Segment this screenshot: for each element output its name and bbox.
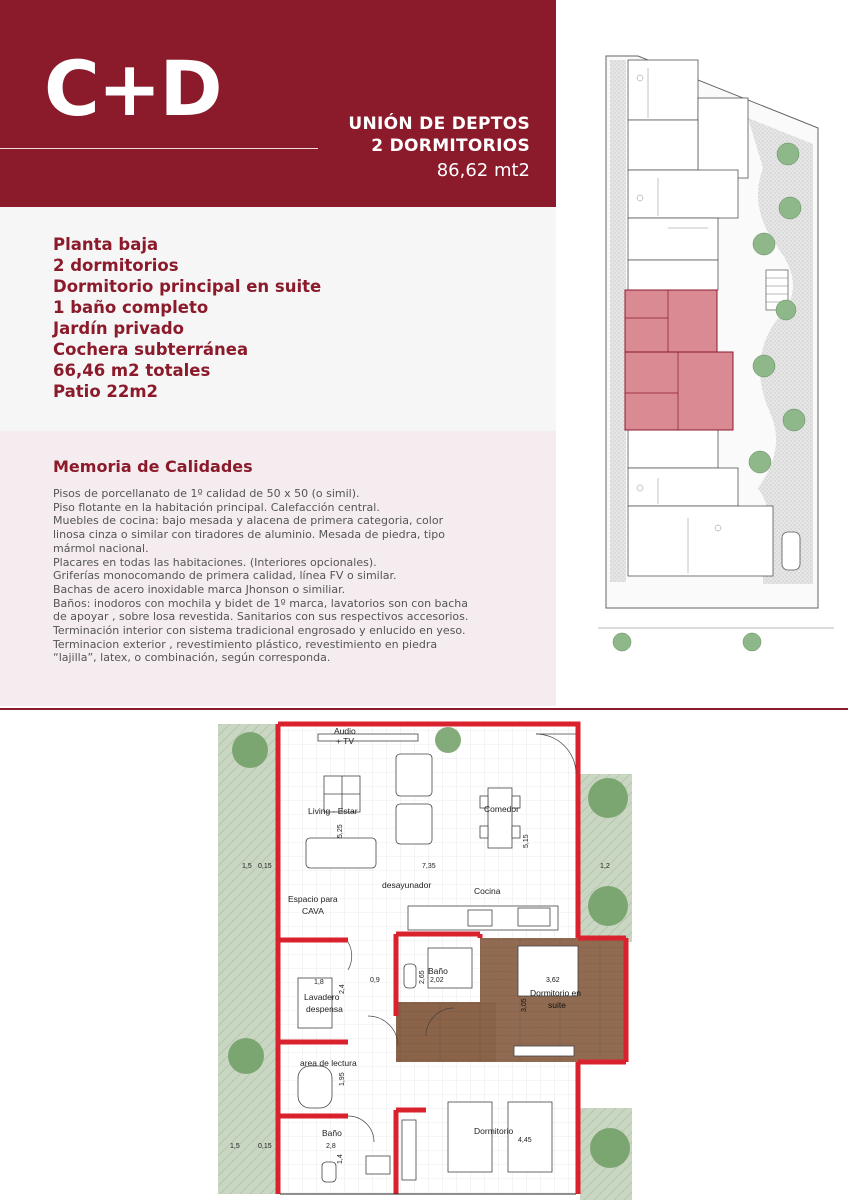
subtitle-line-1: UNIÓN DE DEPTOS: [348, 114, 530, 134]
area-label: 86,62 mt2: [436, 160, 530, 181]
feature-item: Cochera subterránea: [53, 340, 249, 359]
memoria-title: Memoria de Calidades: [53, 457, 253, 476]
header-rule: [0, 148, 318, 149]
dim-15-top: 1,5: [242, 863, 252, 870]
memoria-line: mármol nacional.: [53, 541, 149, 555]
tv-label: + TV: [336, 736, 355, 746]
dim-12: 1,2: [600, 863, 610, 870]
feature-item: 66,46 m2 totales: [53, 361, 211, 380]
gravel-strip: [610, 60, 626, 582]
memoria-line: Bachas de acero inoxidable marca Jhonson o similiar.: [53, 582, 346, 596]
feature-item: 2 dormitorios: [53, 256, 179, 275]
dim-515: 5,15: [523, 834, 530, 848]
lavadero-label-1: Lavadero: [304, 992, 340, 1002]
cava-label: CAVA: [302, 906, 324, 916]
dim-015-bot: 0,15: [258, 1143, 272, 1150]
audio-label: Audio: [334, 726, 356, 736]
suite-label-1: Dormitorio en: [530, 988, 582, 998]
highlighted-unit-a: [625, 290, 717, 352]
memoria-line: Terminación interior con sistema tradicional engrosado y enlucido en yeso.: [53, 624, 466, 638]
memoria-line: Baños: inodoros con mochila y bidet de 1º marca, lavatorios son con bacha: [53, 596, 469, 610]
dim-28: 2,8: [326, 1143, 336, 1150]
dim-445: 4,45: [518, 1137, 532, 1144]
dim-24: 2,4: [339, 984, 346, 994]
memoria-line: Griferías monocomando de primera calidad, línea FV o similar.: [53, 569, 397, 583]
site-plan: [598, 48, 834, 660]
memoria-line: de apoyar , sobre losa revestida. Sanitarios con sus respectivos accesorios.: [53, 610, 469, 624]
floor-plan: [218, 716, 638, 1200]
left-garden: [218, 724, 276, 1194]
feature-item: Jardín privado: [53, 319, 185, 338]
espacio-label: Espacio para: [288, 894, 338, 904]
lavadero-label-2: despensa: [306, 1004, 343, 1014]
feature-item: Dormitorio principal en suite: [53, 277, 322, 296]
highlighted-unit-b: [625, 352, 733, 430]
dim-15-bot: 1,5: [230, 1143, 240, 1150]
dim-362: 3,62: [546, 977, 560, 984]
features-list: [53, 234, 321, 402]
header-banner: [0, 0, 556, 207]
suite-label-2: suite: [548, 1000, 566, 1010]
dim-015-top: 0,15: [258, 863, 272, 870]
memoria-line: Placares en todas las habitaciones. (Interiores opcionales).: [53, 555, 377, 569]
dim-735: 7,35: [422, 863, 436, 870]
memoria-line: Terminacion exterior , revestimiento plástico, revestimiento en piedra: [53, 637, 438, 651]
cocina-label: Cocina: [474, 886, 501, 896]
dim-202: 2,02: [430, 977, 444, 984]
comedor-label: Comedor: [484, 804, 519, 814]
section-divider: [0, 708, 848, 710]
dim-195: 1,95: [339, 1072, 346, 1086]
feature-item: 1 baño completo: [53, 298, 209, 317]
memoria-line: Muebles de cocina: bajo mesada y alacena de primera categoria, color: [53, 514, 444, 528]
car: [782, 532, 800, 570]
memoria-line: Piso flotante en la habitación principal. Calefacción central.: [53, 500, 380, 514]
dormitorio-label: Dormitorio: [474, 1126, 514, 1136]
dim-265: 2,65: [419, 970, 426, 984]
bano-top-label: Baño: [428, 966, 448, 976]
memoria-line: Pisos de porcellanato de 1º calidad de 50 x 50 (o simil).: [53, 487, 360, 500]
memoria-line: linosa cinza o similar con tiradores de aluminio. Mesada de piedra, tipo: [53, 528, 446, 542]
desayunador-label: desayunador: [382, 880, 432, 890]
feature-item: Planta baja: [53, 235, 159, 254]
lectura-label: area de lectura: [300, 1058, 357, 1068]
living-label: Living - Estar: [308, 806, 358, 816]
features-panel: [0, 207, 556, 431]
logo: C+D: [44, 44, 221, 133]
memoria-line: “lajilla”, latex, o combinación, según corresponda.: [53, 651, 331, 665]
subtitle-line-2: 2 DORMITORIOS: [371, 136, 530, 156]
dim-09: 0,9: [370, 977, 380, 984]
memoria-body: [53, 487, 508, 665]
feature-item: Patio 22m2: [53, 382, 159, 401]
dim-525: 5,25: [337, 824, 344, 838]
memoria-panel: [0, 431, 556, 706]
dim-18: 1,8: [314, 979, 324, 986]
dim-305: 3,05: [521, 998, 528, 1012]
dim-14: 1,4: [337, 1154, 344, 1164]
bano-bottom-label: Baño: [322, 1128, 342, 1138]
suite-wood-floor-2: [396, 1002, 496, 1062]
